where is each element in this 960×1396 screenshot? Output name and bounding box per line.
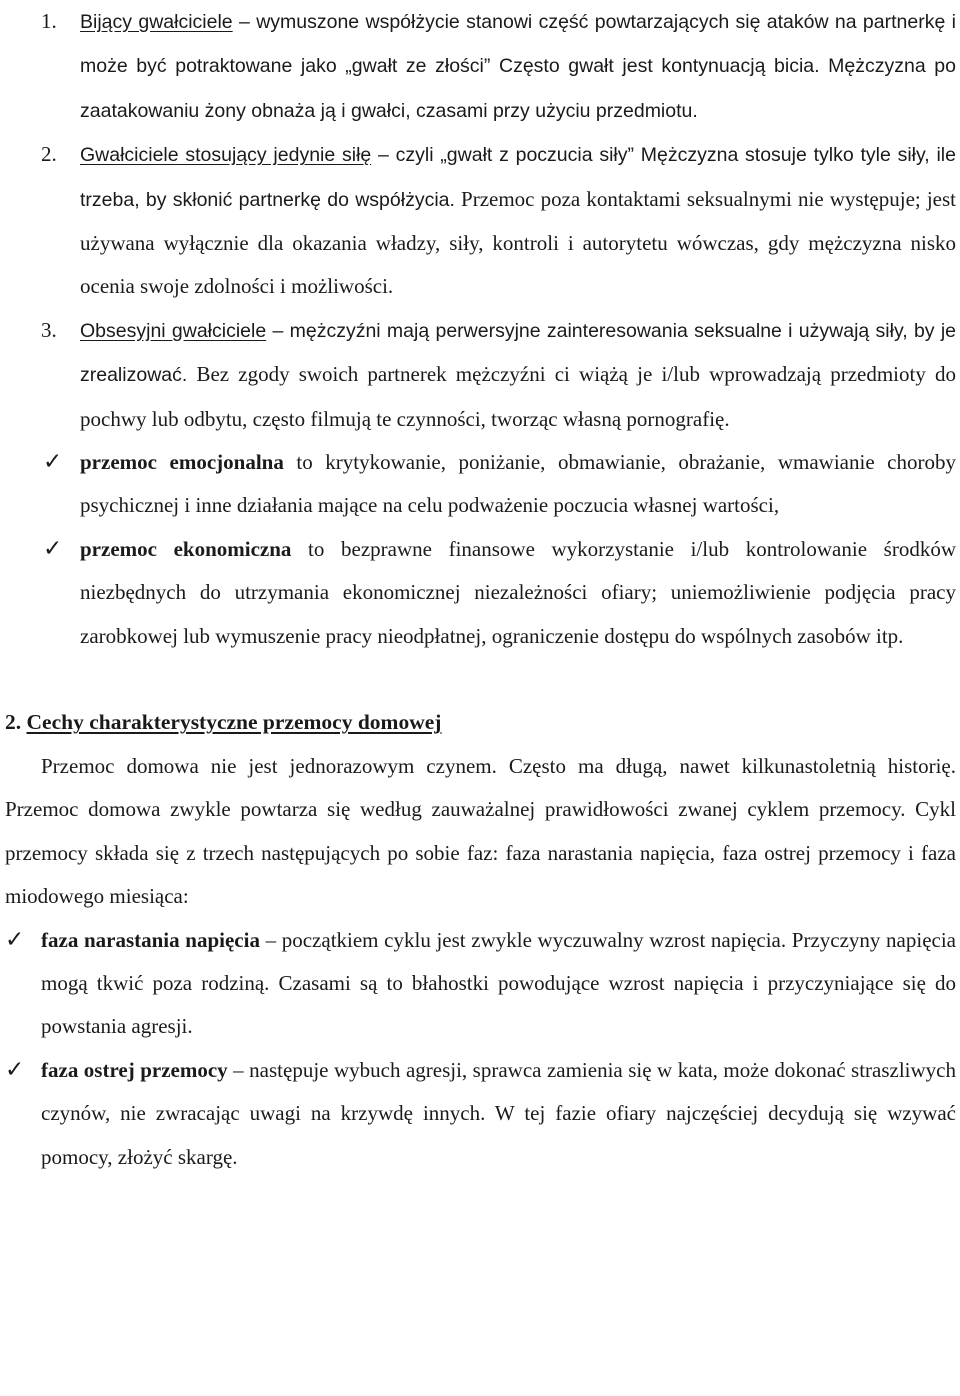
rapist-types-list	[0, 0, 960, 441]
list-item	[0, 309, 960, 441]
description: – czyli „gwałt z poczucia siły” Mężczyzna stosuje tylko tyle siły, ile trzeba, by skłonić partnerkę do współżycia.	[80, 144, 956, 211]
description: to krytykowanie, poniżanie, obmawianie, obrażanie, wmawianie choroby psychicznej i inne działania mające na celu podważenie poczucia własnej wartości,	[80, 450, 957, 518]
description: – następuje wybuch agresji, sprawca zamienia się w kata, może dokonać straszliwych czynów, nie zwracając uwagi na krzywdę innych. W tej fazie ofiary najczęściej decydują się wzywać pomocy, złożyć skargę.	[41, 1057, 956, 1169]
description: – początkiem cyklu jest zwykle wyczuwalny wzrost napięcia. Przyczyny napięcia mogą tkwić poza rodziną. Czasami są to błahostki powodujące wzrost napięcia i przyczyniające się do powstania agresji.	[41, 927, 956, 1039]
section-paragraph	[0, 745, 960, 919]
term: Obsesyjni gwałciciele	[80, 319, 267, 342]
checkmark-icon: ✓	[43, 449, 63, 476]
section-number: 2.	[5, 710, 22, 735]
checkmark-icon: ✓	[5, 1056, 25, 1083]
term: przemoc ekonomiczna	[80, 536, 292, 561]
section-heading	[0, 701, 960, 744]
list-item	[0, 0, 960, 133]
description: to bezprawne finansowe wykorzystanie i/lub kontrolowanie środków niezbędnych do utrzymania ekonomicznej niezależności ofiary; uniemożliwienie podjęcia pracy zarobkowej lub wymuszenie pracy nieodpłatnej, ograniczenie dostępu do wspólnych zasobów itp.	[80, 536, 956, 648]
term: faza ostrej przemocy	[41, 1057, 228, 1082]
list-item	[0, 1049, 960, 1179]
description: – mężczyźni mają perwersyjne zainteresowania seksualne i używają siły, by je zrealizować.	[80, 319, 957, 387]
description-continued: Przemoc poza kontaktami seksualnymi nie występuje; jest używana wyłącznie dla okazania władzy, siły, kontroli i autorytetu wówczas, gdy mężczyzna nisko ocenia swoje zdolności i możliwości.	[80, 186, 956, 299]
list-item	[0, 441, 960, 528]
list-item	[0, 133, 960, 309]
term: Bijący gwałciciele	[80, 11, 233, 33]
list-number: 1.	[41, 9, 57, 33]
checkmark-icon: ✓	[43, 535, 63, 562]
term: przemoc emocjonalna	[80, 450, 284, 475]
cycle-phases-list	[0, 919, 960, 1179]
list-number: 2.	[41, 142, 57, 167]
list-item	[0, 528, 960, 658]
list-number: 3.	[41, 317, 57, 342]
list-item	[0, 919, 960, 1049]
description-continued: Bez zgody swoich partnerek mężczyźni ci wiążą je i/lub wprowadzają przedmioty do pochwy lub odbytu, często filmują te czynności, tworząc własną pornografię.	[80, 362, 956, 431]
paragraph-text: Przemoc domowa nie jest jednorazowym czynem. Często ma długą, nawet kilkunastoletnią historię. Przemoc domowa zwykle powtarza się według zauważalnej prawidłowości zwanej cyklem przemocy. Cykl przemocy składa się z trzech następujących po sobie faz: faza narastania napięcia, faza ostrej przemocy i faza miodowego miesiąca:	[5, 753, 956, 909]
section-title: Cechy charakterystyczne przemocy domowej	[26, 710, 442, 735]
term: faza narastania napięcia	[41, 927, 260, 952]
term: Gwałciciele stosujący jedynie siłę	[80, 144, 372, 167]
checkmark-icon: ✓	[5, 926, 25, 953]
description: – wymuszone współżycie stanowi część powtarzających się ataków na partnerkę i może być potraktowane jako „gwałt ze złości” Często gwałt jest kontynuacją bicia. Mężczyzna po zaatakowaniu żony obnaża ją i gwałci, czasami przy użyciu przedmiotu.	[80, 11, 956, 122]
violence-types-list	[0, 441, 960, 658]
